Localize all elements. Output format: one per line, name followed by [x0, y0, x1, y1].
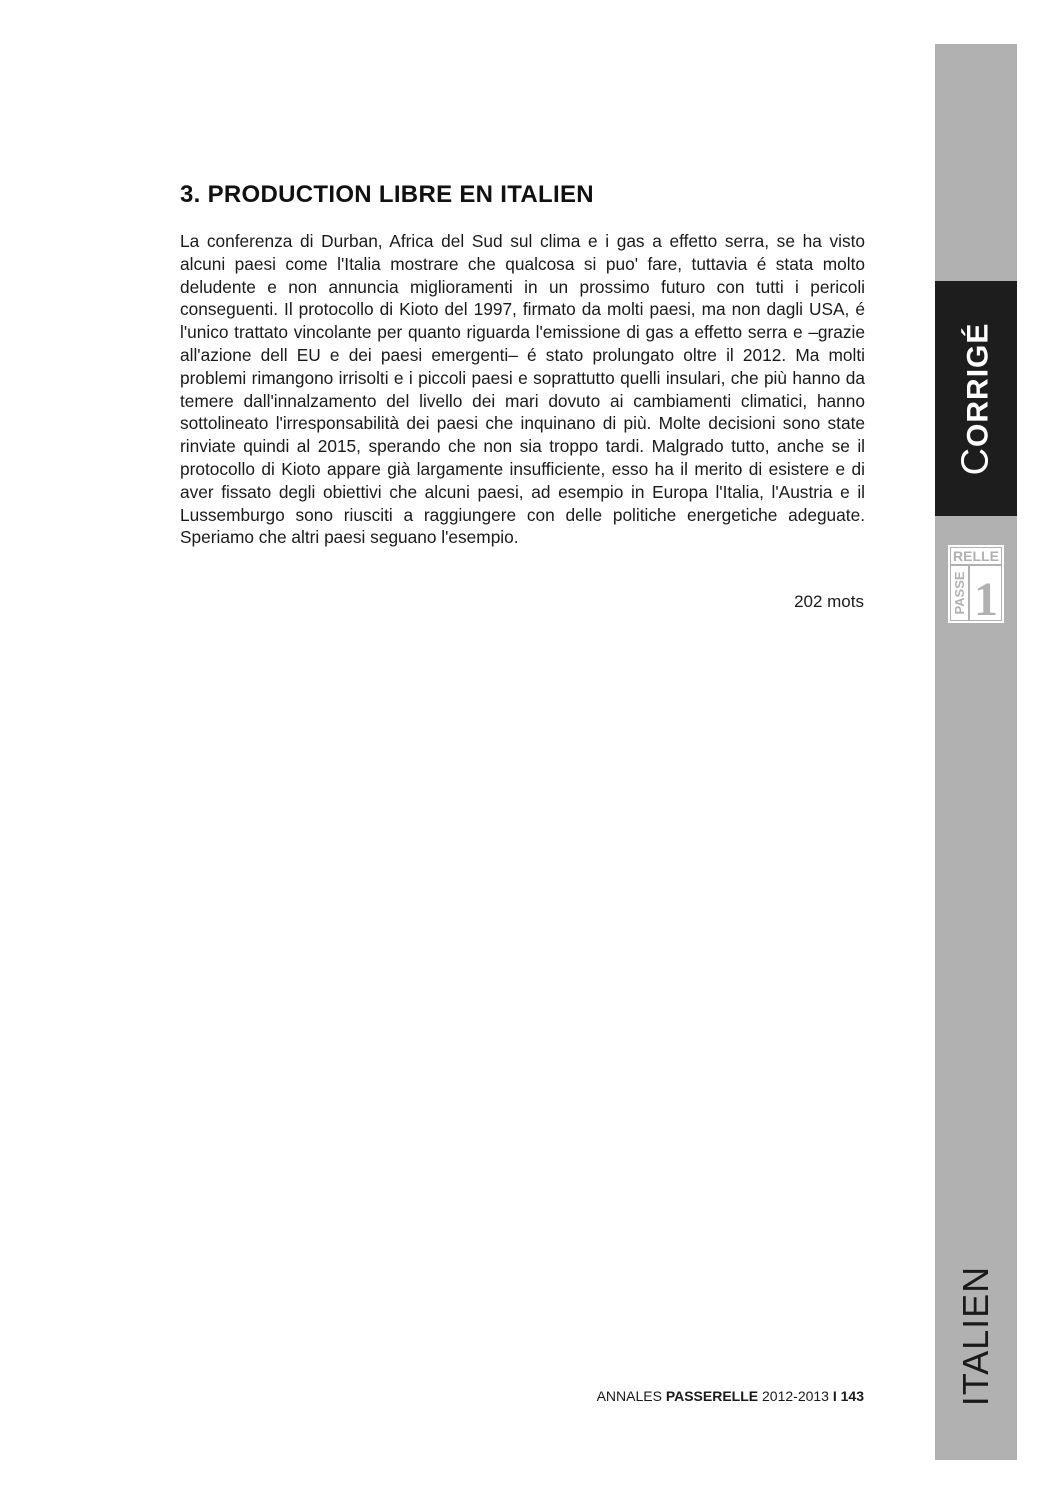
side-band: [935, 44, 1017, 1460]
corrige-rest: ORRIGÉ: [961, 322, 995, 447]
corrige-initial: C: [954, 446, 997, 475]
logo-number: 1: [974, 573, 998, 623]
page-title: 3. PRODUCTION LIBRE EN ITALIEN: [180, 181, 594, 208]
footer-prefix: ANNALES: [596, 1388, 662, 1404]
footer-years: 2012-2013: [762, 1388, 829, 1404]
passerelle-logo: [948, 545, 1004, 623]
page-footer: [597, 1388, 864, 1404]
footer-brand: PASSERELLE: [665, 1388, 759, 1404]
page-number: 143: [840, 1388, 864, 1404]
logo-side-text: PASSE: [952, 571, 967, 615]
corrige-tab: [935, 281, 1017, 516]
word-count: 202 mots: [794, 592, 864, 611]
section-label-italien: ITALIEN: [955, 1265, 996, 1407]
logo-top-text: RELLE: [953, 548, 999, 564]
corrige-label: [955, 322, 998, 475]
body-paragraph: La conferenza di Durban, Africa del Sud sul clima e i gas a effetto serra, se ha visto alcuni paesi come l'Italia mostrare che qualcosa si puo' fare, tuttavia é stata molto deludente e non annuncia miglioramenti in un prossimo futuro con tutti i pericoli conseguenti. Il protocollo di Kioto del 1997, firmato da molti paesi, ma non dagli USA, é l'unico trattato vincolante per quanto riguarda l'emissione di gas a effetto serra e –grazie all'azione dell EU e dei paesi emergenti– é stato prolungato oltre il 2012. Ma molti problemi rimangono irrisolti e i piccoli paesi e soprattutto quelli insulari, che più hanno da temere dall'innalzamento del livello dei mari dovuto ai cambiamenti climatici, hanno sottolineato l'irresponsabilità dei paesi che inquinano di più. Molte decisioni sono state rinviate quindi al 2015, sperando che non sia troppo tardi. Malgrado tutto, anche se il protocollo di Kioto appare già largamente insufficiente, esso ha il merito di esistere e di aver fissato degli obiettivi che alcuni paesi, ad esempio in Europa l'Italia, l'Austria e il Lussemburgo sono riusciti a raggiungere con delle politiche energetiche adeguate. Speriamo che altri paesi seguano l'esempio.: [180, 231, 865, 548]
footer-separator: I: [832, 1388, 837, 1404]
